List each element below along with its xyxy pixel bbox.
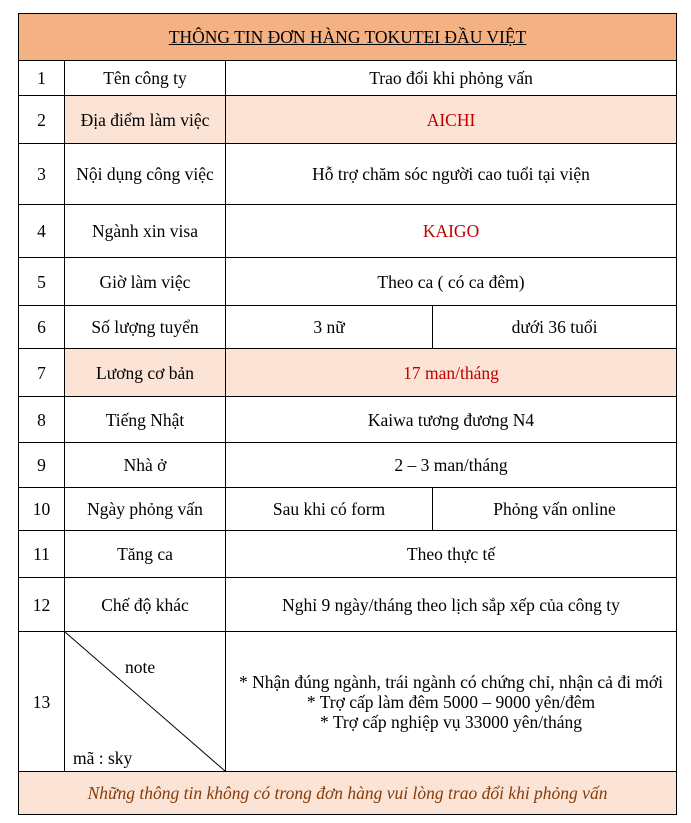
row-value: 3 nữ: [226, 306, 433, 349]
table-header-row: [19, 14, 677, 61]
row-value: 2 – 3 man/tháng: [226, 443, 677, 488]
notes-cell: [226, 632, 677, 772]
footer-note: Những thông tin không có trong đơn hàng vui lòng trao đổi khi phỏng vấn: [19, 772, 677, 815]
table-row-notes: [19, 632, 677, 772]
row-number: 12: [19, 578, 65, 632]
row-number: 6: [19, 306, 65, 349]
table-row: [19, 349, 677, 397]
split-header-cell: [65, 632, 226, 772]
row-label: Nội dụng công việc: [65, 144, 226, 205]
row-label: Chế độ khác: [65, 578, 226, 632]
code-label: mã : sky: [73, 748, 133, 768]
table-title: THÔNG TIN ĐƠN HÀNG TOKUTEI ĐẦU VIỆT: [19, 14, 677, 61]
row-label: Địa điểm làm việc: [65, 96, 226, 144]
row-value: Nghỉ 9 ngày/tháng theo lịch sắp xếp của công ty: [226, 578, 677, 632]
row-label: Giờ làm việc: [65, 258, 226, 306]
row-label: Tiếng Nhật: [65, 397, 226, 443]
row-number: 10: [19, 488, 65, 531]
row-label: Tăng ca: [65, 531, 226, 578]
table-row: [19, 96, 677, 144]
row-value: Trao đổi khi phỏng vấn: [226, 61, 677, 96]
footer-row: [19, 772, 677, 815]
table-row: [19, 443, 677, 488]
row-number: 3: [19, 144, 65, 205]
row-label: Ngày phỏng vấn: [65, 488, 226, 531]
table-row: [19, 61, 677, 96]
note-label: note: [125, 657, 156, 677]
table-row: [19, 397, 677, 443]
row-value-secondary: Phỏng vấn online: [433, 488, 677, 531]
note-line: * Trợ cấp nghiệp vụ 33000 yên/tháng: [320, 711, 583, 732]
note-line: * Nhận đúng ngành, trái ngành có chứng chỉ, nhận cả đi mới: [238, 671, 664, 692]
table-row: [19, 205, 677, 258]
note-line: * Trợ cấp làm đêm 5000 – 9000 yên/đêm: [306, 691, 596, 712]
row-value: 17 man/tháng: [226, 349, 677, 397]
row-number: 9: [19, 443, 65, 488]
row-value: Theo ca ( có ca đêm): [226, 258, 677, 306]
row-number: 2: [19, 96, 65, 144]
row-value: KAIGO: [226, 205, 677, 258]
row-value: AICHI: [226, 96, 677, 144]
row-label: Ngành xin visa: [65, 205, 226, 258]
row-label: Lương cơ bản: [65, 349, 226, 397]
row-value-secondary: dưới 36 tuổi: [433, 306, 677, 349]
table-row: [19, 578, 677, 632]
table-row: [19, 488, 677, 531]
table-row: [19, 144, 677, 205]
row-number: 13: [19, 632, 65, 772]
row-value: Kaiwa tương đương N4: [226, 397, 677, 443]
row-number: 7: [19, 349, 65, 397]
row-number: 4: [19, 205, 65, 258]
table-row: [19, 258, 677, 306]
row-value: Sau khi có form: [226, 488, 433, 531]
row-number: 1: [19, 61, 65, 96]
row-label: Số lượng tuyển: [65, 306, 226, 349]
row-number: 8: [19, 397, 65, 443]
table-row: [19, 531, 677, 578]
row-label: Nhà ở: [65, 443, 226, 488]
row-number: 5: [19, 258, 65, 306]
row-number: 11: [19, 531, 65, 578]
row-label: Tên công ty: [65, 61, 226, 96]
row-value: Hỗ trợ chăm sóc người cao tuổi tại viện: [226, 144, 677, 205]
row-value: Theo thực tế: [226, 531, 677, 578]
order-info-table: [18, 13, 677, 815]
table-row: [19, 306, 677, 349]
